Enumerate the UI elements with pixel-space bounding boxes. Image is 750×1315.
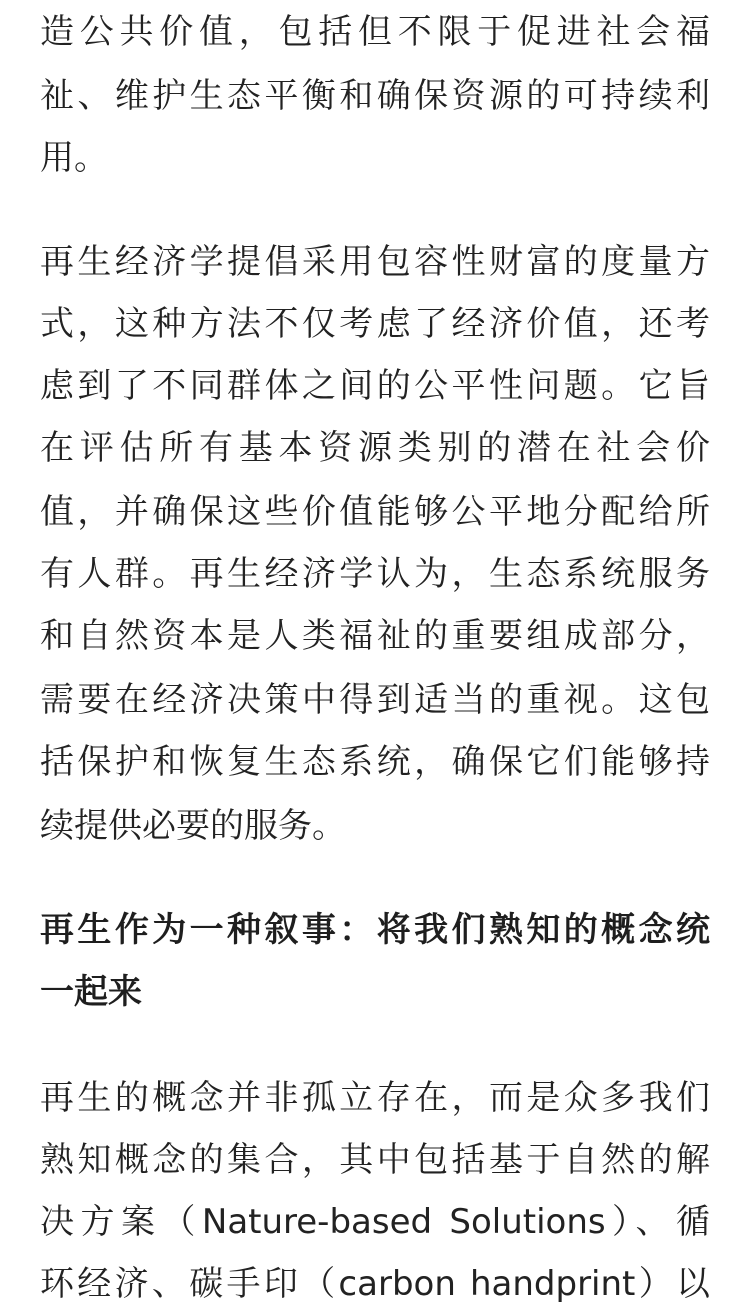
text-line: 式，这种方法不仅考虑了经济价值，还考	[40, 304, 710, 344]
text-line: 决方案（Nature-based Solutions）、循	[40, 1202, 710, 1242]
text-line: 括保护和恢复生态系统，确保它们能够持	[40, 742, 710, 782]
text-line: 再生经济学提倡采用包容性财富的度量方	[40, 242, 710, 282]
text-line: 祉、维护生态平衡和确保资源的可持续利	[40, 76, 710, 116]
text-line: 和自然资本是人类福祉的重要组成部分，	[40, 616, 710, 656]
text-line: 值，并确保这些价值能够公平地分配给所	[40, 492, 710, 532]
text-line: 再生的概念并非孤立存在，而是众多我们	[40, 1078, 710, 1118]
text-line: 熟知概念的集合，其中包括基于自然的解	[40, 1140, 710, 1180]
text-line: 虑到了不同群体之间的公平性问题。它旨	[40, 366, 710, 406]
heading-line: 再生作为一种叙事：将我们熟知的概念统	[40, 910, 710, 950]
text-line: 在评估所有基本资源类别的潜在社会价	[40, 428, 710, 468]
text-line: 需要在经济决策中得到适当的重视。这包	[40, 680, 710, 720]
text-line: 造公共价值，包括但不限于促进社会福	[40, 12, 710, 52]
text-line: 环经济、碳手印（carbon handprint）以	[40, 1264, 710, 1304]
heading-line: 一起来	[40, 972, 142, 1012]
text-line: 有人群。再生经济学认为，生态系统服务	[40, 554, 710, 594]
text-line: 续提供必要的服务。	[40, 806, 346, 846]
text-line: 用。	[40, 138, 108, 178]
